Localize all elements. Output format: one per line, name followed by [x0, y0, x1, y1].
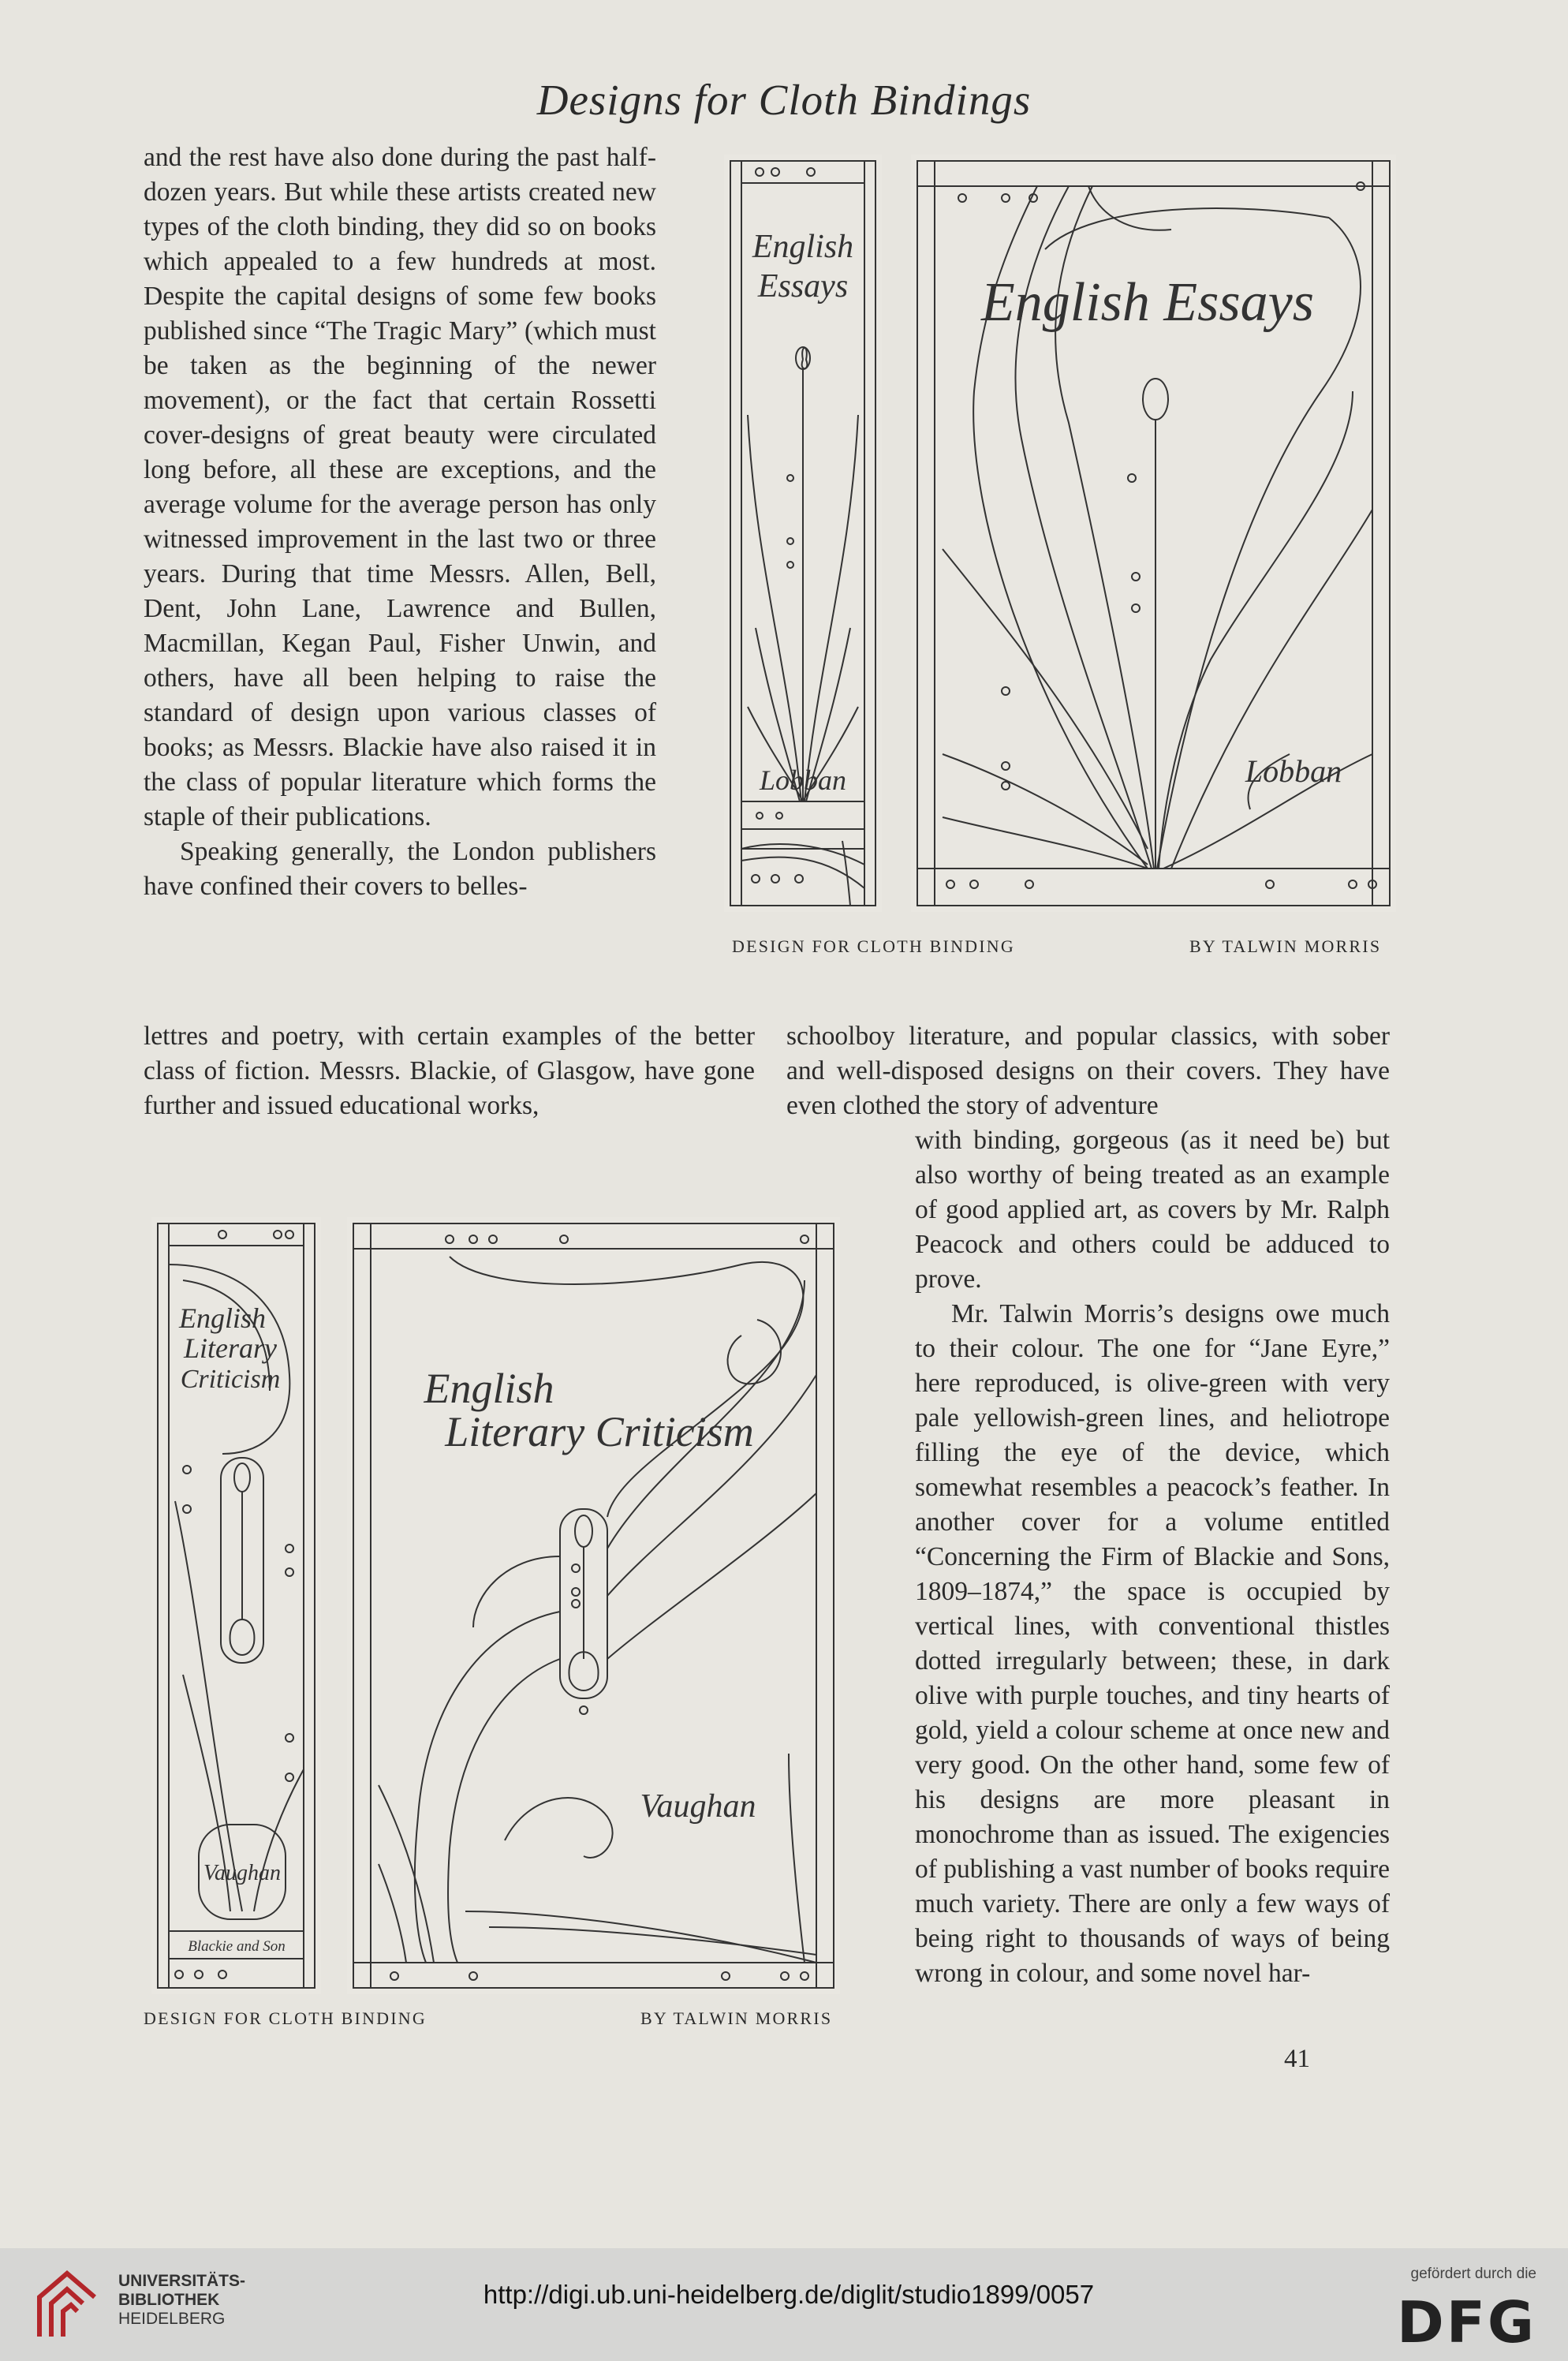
figure-2-cover-drawing [347, 1217, 840, 1994]
spine-author: Lobban [759, 764, 847, 796]
figure-2-spine [151, 1217, 321, 1994]
figure-2-caption-right: BY TALWIN MORRIS [640, 2008, 833, 2028]
paragraph: schoolboy literature, and popular classics, with sober and well-disposed designs on their covers. They have even clothed the story of adventure [786, 1022, 1390, 1120]
figure-1-spine-drawing [724, 155, 882, 912]
figure-1-cover-drawing [911, 155, 1396, 912]
digitization-footer [0, 2248, 1568, 2361]
library-name-line-1: UNIVERSITÄTS- [118, 2272, 246, 2290]
spine-title-line-1: English [178, 1302, 267, 1334]
spine-title-line-1: English [752, 229, 854, 265]
cover-author: Vaughan [640, 1788, 756, 1825]
page-number: 41 [1284, 2045, 1310, 2073]
cover-title-line-1: English [424, 1365, 554, 1412]
spine-title-line-2: Literary [183, 1332, 278, 1364]
right-column-narrow [915, 1123, 1390, 1991]
spine-publisher: Blackie and Son [188, 1938, 286, 1955]
right-column-top [786, 1019, 1390, 1123]
left-column-top [144, 140, 656, 904]
library-name-line-3: HEIDELBERG [118, 2310, 226, 2328]
running-head: Designs for Cloth Bindings [536, 76, 1032, 124]
figure-1-caption-left: DESIGN FOR CLOTH BINDING [732, 936, 1015, 956]
spine-title-line-3: Criticism [180, 1365, 281, 1394]
left-column-bottom [144, 1019, 755, 1123]
figure-2-caption-left: DESIGN FOR CLOTH BINDING [144, 2008, 427, 2028]
paragraph: lettres and poetry, with certain examples of the better class of fiction. Messrs. Blackie, of Glasgow, have gone further and issued educational works, [144, 1022, 755, 1120]
library-name-line-2: BIBLIOTHEK [118, 2291, 220, 2309]
cover-title-line-2: Literary Criticism [445, 1408, 754, 1455]
paragraph: with binding, gorgeous (as it need be) but also worthy of being treated as an example of good applied art, as covers by Mr. Ralph Peacock and others could be adduced to prove. [915, 1126, 1390, 1294]
paragraph: Speaking generally, the London publishers have confined their covers to belles- [144, 837, 656, 901]
cover-author: Lobban [1245, 753, 1342, 789]
library-logo-icon [32, 2266, 103, 2344]
spine-title-line-2: Essays [757, 268, 849, 304]
source-url-link[interactable]: http://digi.ub.uni-heidelberg.de/diglit/studio1899/0057 [483, 2280, 1095, 2309]
spine-author: Vaughan [203, 1861, 281, 1885]
figure-1-cover [911, 155, 1396, 912]
paragraph: and the rest have also done during the past half-dozen years. But while these artists created new types of the cloth binding, they did so on books which appealed to a few hundreds at most. Despite the capital designs of some few books published since “The Tragic Mary” (which must be taken as the beginning of the newer movement), or the fact that certain Rossetti cover-designs of great beauty were circulated long before, all these are exceptions, and the average volume for the average person has only witnessed improvement in the last two or three years. During that time Messrs. Allen, Bell, Dent, John Lane, Lawrence and Bullen, Macmillan, Kegan Paul, Fisher Unwin, and others, have all been helping to raise the standard of design upon various classes of books; as Messrs. Blackie have also raised it in the class of popular literature which forms the staple of their publications. [144, 143, 656, 831]
cover-title: English Essays [981, 272, 1314, 333]
dfg-logo: DFG [1396, 2289, 1536, 2355]
library-name [118, 2272, 245, 2329]
figure-1-spine [724, 155, 882, 912]
figure-2-spine-drawing [151, 1217, 321, 1994]
figure-2-cover [347, 1217, 840, 1994]
figure-1-caption-right: BY TALWIN MORRIS [1189, 936, 1382, 956]
funder-text: gefördert durch die [1410, 2266, 1536, 2282]
paragraph: Mr. Talwin Morris’s designs owe much to their colour. The one for “Jane Eyre,” here reproduced, is olive-green with very pale yellowish-green lines, and heliotrope filling the eye of the device, which somewhat resembles a peacock’s feather. In another cover for a volume entitled “Concerning the Firm of Blackie and Sons, 1809–1874,” the space is occupied by vertical lines, with conventional thistles dotted irregularly between; these, in dark olive with purple touches, and tiny hearts of gold, yield a colour scheme at once new and very good. On the other hand, some few of his designs are more pleasant in monochrome than as issued. The exigencies of publishing a vast number of books require much variety. There are only a few ways of being right to thousands of ways of being wrong in colour, and some novel har- [915, 1299, 1390, 1988]
